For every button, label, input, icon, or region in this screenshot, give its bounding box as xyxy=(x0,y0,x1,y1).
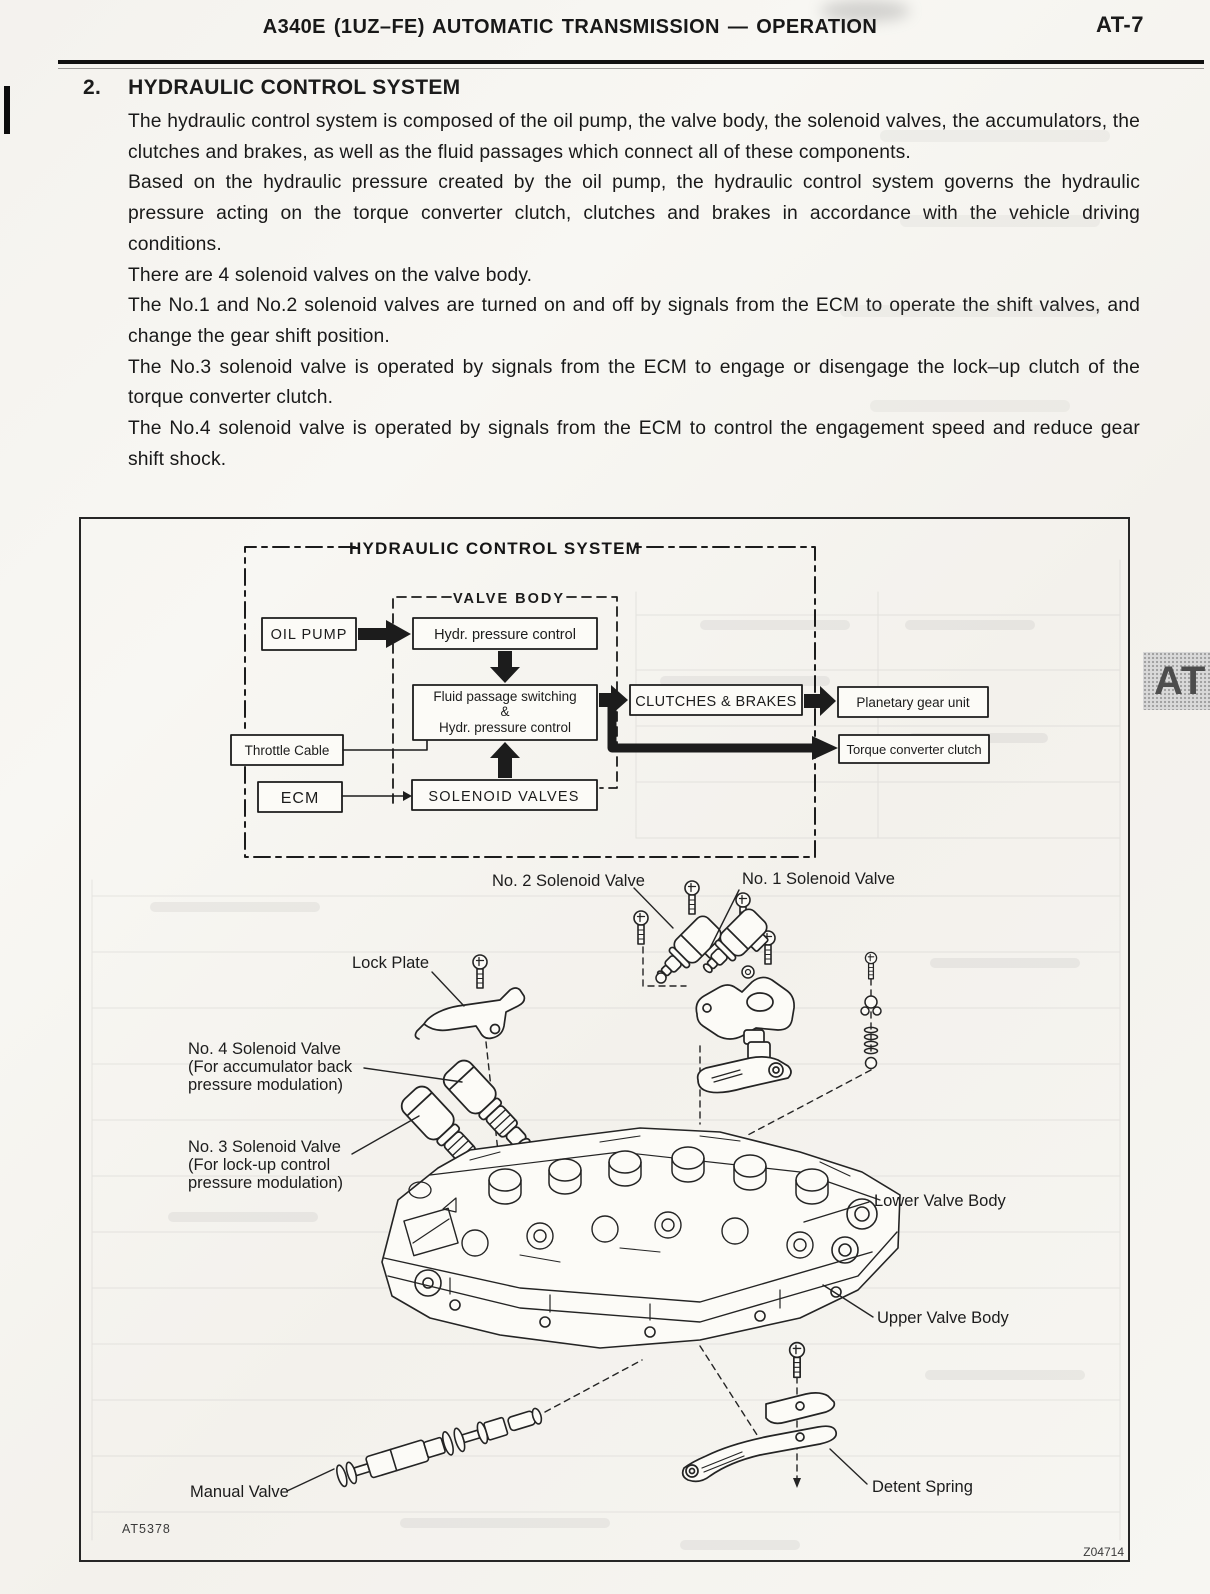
flow-label-fluid-2: & xyxy=(500,704,510,719)
lock-plate-drawing xyxy=(415,988,524,1039)
bolt-icon xyxy=(473,955,487,988)
label-lower-valve-body: Lower Valve Body xyxy=(874,1192,1006,1210)
label-upper-valve-body: Upper Valve Body xyxy=(877,1309,1009,1327)
figure-code: AT5378 xyxy=(122,1522,171,1536)
header-rule xyxy=(58,60,1204,64)
label-no4-line2: (For accumulator back xyxy=(188,1058,353,1076)
header-rule-thin xyxy=(58,68,1204,69)
retainer-spring-ball-drawing xyxy=(861,996,881,1069)
figure-box xyxy=(79,517,1130,1562)
section-number: 2. xyxy=(83,76,102,99)
bolt-icon xyxy=(634,911,648,944)
plate-code: Z04714 xyxy=(1083,1545,1124,1559)
flow-label-solenoid-valves: SOLENOID VALVES xyxy=(428,789,580,805)
bleed-through-ghost xyxy=(840,305,1100,317)
body-paragraph: The No.4 solenoid valve is operated by signals from the ECM to control the engagement speed and reduce gear shift shock. xyxy=(128,418,1140,470)
body-text xyxy=(128,107,1140,475)
label-no1-solenoid: No. 1 Solenoid Valve xyxy=(742,870,895,888)
label-lock-plate: Lock Plate xyxy=(352,954,430,972)
detent-spring-drawing xyxy=(683,1393,837,1481)
flow-label-ecm: ECM xyxy=(280,790,320,807)
figure-drawing xyxy=(79,517,1130,1562)
flow-label-throttle: Throttle Cable xyxy=(244,743,330,758)
flow-label-torque-converter: Torque converter clutch xyxy=(846,742,982,757)
bolt-icon xyxy=(685,881,699,914)
label-no4-line3: pressure modulation) xyxy=(188,1076,343,1094)
flow-label-fluid-3: Hydr. pressure control xyxy=(438,720,572,735)
label-no3-line3: pressure modulation) xyxy=(188,1174,343,1192)
flow-diagram xyxy=(231,539,989,857)
body-paragraph: There are 4 solenoid valves on the valve body. xyxy=(128,264,533,286)
section-thumb-tab: AT xyxy=(1143,652,1210,710)
washer xyxy=(656,973,666,983)
page-header-title: A340E (1UZ–FE) AUTOMATIC TRANSMISSION — OPERATION xyxy=(262,16,878,38)
body-paragraph: Based on the hydraulic pressure created by the oil pump, the hydraulic control system governs the hydraulic pressure acting on the torque converter clutch, clutches and brakes in accordance with the vehicle driving conditions. xyxy=(128,172,1140,255)
bleed-through-ghost xyxy=(900,215,1100,227)
section-heading xyxy=(83,76,460,100)
bleed-through-ghost xyxy=(870,400,1070,412)
grommet xyxy=(742,966,754,978)
lever-plate-drawing xyxy=(698,1042,791,1093)
scan-artifact xyxy=(4,86,10,134)
throttle-connector xyxy=(343,741,427,750)
bolt-icon xyxy=(790,1343,805,1378)
page-number: AT-7 xyxy=(1095,12,1144,37)
valve-body-title: VALVE BODY xyxy=(452,591,566,607)
flow-label-fluid-1: Fluid passage switching xyxy=(433,689,577,704)
manual-valve-drawing xyxy=(334,1404,544,1489)
body-paragraph: The hydraulic control system is composed of the oil pump, the valve body, the solenoid valves, the accumulators, the clutches and brakes, as well as the fluid passages which connect all of these components. xyxy=(128,111,1140,163)
flow-label-oil-pump: OIL PUMP xyxy=(270,627,348,643)
label-no3-line1: No. 3 Solenoid Valve xyxy=(188,1138,341,1156)
bleed-through-ghost xyxy=(880,130,1110,142)
label-no2-solenoid: No. 2 Solenoid Valve xyxy=(492,872,645,890)
label-detent-spring: Detent Spring xyxy=(872,1478,973,1496)
flow-label-clutches-brakes: CLUTCHES & BRAKES xyxy=(635,694,797,710)
label-manual-valve: Manual Valve xyxy=(190,1483,289,1501)
valve-body-casting-drawing xyxy=(382,1128,900,1348)
flow-label-planetary: Planetary gear unit xyxy=(856,695,970,710)
detent-dash-arrowhead xyxy=(793,1478,801,1488)
flow-label-hydr-pressure: Hydr. pressure control xyxy=(434,627,576,643)
label-no3-line2: (For lock-up control xyxy=(188,1156,331,1174)
bolt-icon xyxy=(865,952,876,978)
body-paragraph: The No.3 solenoid valve is operated by signals from the ECM to engage or disengage the lock–up clutch of the torque converter clutch. xyxy=(128,356,1140,409)
flow-title: HYDRAULIC CONTROL SYSTEM xyxy=(349,539,641,558)
body-paragraph: The No.1 and No.2 solenoid valves are turned on and off by signals from the ECM to operate the shift valves, and change the gear shift position. xyxy=(128,295,1140,347)
solenoid-bracket-drawing xyxy=(696,977,794,1044)
section-title: HYDRAULIC CONTROL SYSTEM xyxy=(128,76,461,99)
label-no4-line1: No. 4 Solenoid Valve xyxy=(188,1040,341,1058)
ecm-arrowhead xyxy=(403,791,412,801)
